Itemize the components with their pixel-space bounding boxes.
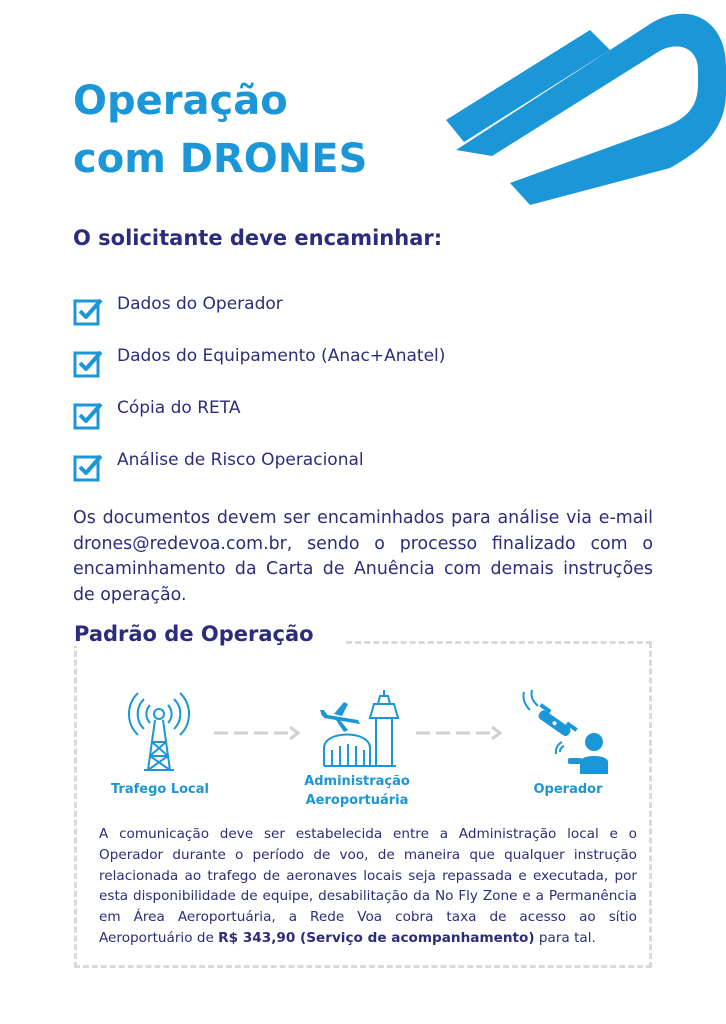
airport-terminal-icon (318, 688, 402, 768)
step-label-airport-admin-line2: Aeroportuária (305, 793, 409, 808)
step-label-operator: Operador (533, 782, 603, 797)
checkbox-checked-icon (73, 452, 103, 482)
list-item-label: Dados do Equipamento (Anac+Anatel) (117, 346, 446, 366)
drone-operator-icon (518, 688, 608, 778)
title-line-2: com DRONES (73, 136, 368, 182)
checkbox-checked-icon (73, 296, 103, 326)
list-item-label: Cópia do RETA (117, 398, 241, 418)
title-line-1: Operação (73, 78, 288, 124)
checkbox-checked-icon (73, 400, 103, 430)
brand-logo-icon (440, 0, 726, 205)
page-title (73, 72, 367, 188)
requirements-heading: O solicitante deve encaminhar: (73, 226, 443, 250)
requirements-list (73, 292, 445, 500)
list-item-label: Análise de Risco Operacional (117, 450, 364, 470)
step-label-airport-admin-line1: Administração (304, 774, 410, 789)
arrow-right-icon (414, 726, 504, 740)
checkbox-checked-icon (73, 348, 103, 378)
arrow-right-icon (212, 726, 302, 740)
list-item (73, 344, 445, 396)
step-label-airport-admin (290, 772, 424, 810)
section-title: Padrão de Operação (74, 622, 324, 646)
info-end: para tal. (534, 929, 596, 946)
info-text: A comunicação deve ser estabelecida entre a Administração local e o Operador durante o período de voo, de maneira que qualquer instrução relacionada ao trafego de aeronaves locais seja repassada e executada, por esta disponibilidade de equipe, desabilitação da No Fly Zone e a Permanência em Área Aeroportuária, a Rede Voa cobra taxa de acesso ao sítio Aeroportuário de (99, 826, 637, 946)
info-paragraph (99, 824, 637, 949)
list-item (73, 448, 445, 500)
list-item-label: Dados do Operador (117, 294, 283, 314)
list-item (73, 292, 445, 344)
info-fee: R$ 343,90 (Serviço de acompanhamento) (218, 929, 535, 946)
radio-tower-icon (124, 686, 194, 772)
list-item (73, 396, 445, 448)
section-divider (346, 641, 652, 644)
instructions-paragraph: Os documentos devem ser encaminhados para análise via e-mail drones@redevoa.com.br, sendo o processo finalizado com o encaminhamento da Carta de Anuência com demais instruções de operação. (73, 508, 653, 605)
step-label-local-traffic: Trafego Local (110, 782, 209, 797)
